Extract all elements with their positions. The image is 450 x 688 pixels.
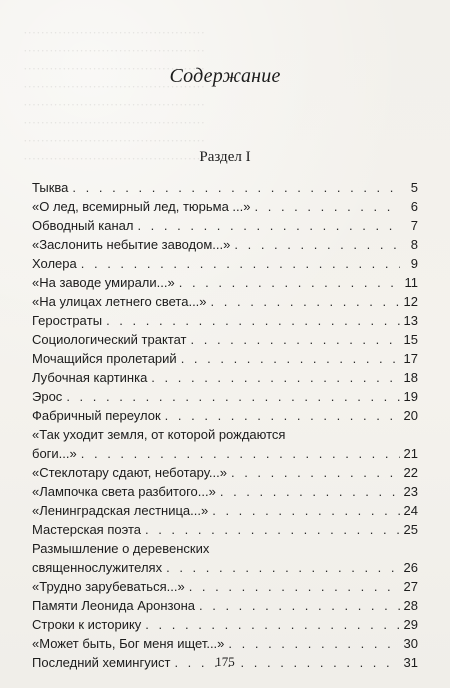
toc-entry — [32, 406, 418, 425]
dot-leader — [166, 558, 399, 577]
toc-entry-page: 17 — [403, 351, 418, 366]
toc-entry — [32, 577, 418, 596]
dot-leader — [151, 368, 399, 387]
toc-entry-title: Холера — [32, 256, 77, 271]
toc-entry — [32, 539, 418, 577]
toc-entry — [32, 292, 418, 311]
toc-entry-page: 9 — [410, 256, 418, 271]
toc-entry — [32, 216, 418, 235]
toc-entry-title: «Лампочка света разбитого...» — [32, 484, 216, 499]
toc-entry — [32, 349, 418, 368]
toc-entry — [32, 311, 418, 330]
dot-leader — [234, 235, 400, 254]
toc-entry — [32, 425, 418, 463]
section-heading: Раздел I — [199, 149, 251, 165]
toc-entry — [32, 330, 418, 349]
toc-entry — [32, 615, 418, 634]
toc-entry-page: 20 — [403, 408, 418, 423]
toc-entry-title: «Заслонить небытие заводом...» — [32, 237, 231, 252]
dot-leader — [189, 577, 400, 596]
toc-entry-page: 5 — [410, 180, 418, 195]
dot-leader — [165, 406, 400, 425]
contents-heading: Содержание — [169, 65, 281, 87]
toc-entry-page: 7 — [410, 218, 418, 233]
toc-entry-title: «На заводе умирали...» — [32, 275, 175, 290]
toc-entry — [32, 387, 418, 406]
dot-leader — [81, 444, 400, 463]
toc-entry — [32, 178, 418, 197]
toc-entry-page: 11 — [404, 275, 418, 290]
toc-entry-page: 6 — [410, 199, 418, 214]
toc-entry-page: 15 — [403, 332, 418, 347]
toc-entry-page: 8 — [410, 237, 418, 252]
toc-entry-title: «Трудно зарубеваться...» — [32, 579, 185, 594]
toc-entry-page: 18 — [403, 370, 418, 385]
dot-leader — [106, 311, 399, 330]
toc-entry — [32, 273, 418, 292]
toc-entry — [32, 596, 418, 615]
toc-entry-title: Строки к историку — [32, 617, 142, 632]
toc-entry-page: 19 — [403, 389, 418, 404]
toc-entry-title-continuation — [32, 444, 418, 463]
dot-leader — [220, 482, 400, 501]
dot-leader — [228, 634, 399, 653]
dot-leader — [181, 349, 400, 368]
toc-entry-title: «Стеклотару сдают, неботару...» — [32, 465, 227, 480]
dot-leader — [81, 254, 400, 273]
dot-leader — [199, 596, 400, 615]
toc-entry — [32, 197, 418, 216]
toc-entry-page: 23 — [403, 484, 418, 499]
toc-entry-page: 12 — [403, 294, 418, 309]
toc-entry-page: 24 — [403, 503, 418, 518]
toc-entry-title: Мочащийся пролетарий — [32, 351, 177, 366]
toc-entry-title: «Так уходит земля, от которой рождаются — [32, 427, 286, 442]
toc-entry-title: Обводный канал — [32, 218, 134, 233]
page-number: 175 — [215, 654, 235, 669]
toc-entry-title: «Может быть, Бог меня ищет...» — [32, 636, 225, 651]
dot-leader — [255, 197, 401, 216]
dot-leader — [212, 501, 399, 520]
toc-entry-title: Мастерская поэта — [32, 522, 141, 537]
dot-leader — [137, 216, 400, 235]
dot-leader — [231, 463, 400, 482]
toc-entry-title: Эрос — [32, 389, 63, 404]
dot-leader — [145, 520, 400, 539]
toc-entry-title: «О лед, всемирный лед, тюрьма ...» — [32, 199, 251, 214]
toc-entry-title: Последний хемингуист — [32, 655, 171, 670]
toc-entry-title: Памяти Леонида Аронзона — [32, 598, 196, 613]
toc-entry — [32, 254, 418, 273]
dot-leader — [191, 330, 400, 349]
toc-entry — [32, 235, 418, 254]
toc-entry-title-line2: боги...» — [32, 446, 77, 461]
toc-entry-page: 28 — [403, 598, 418, 613]
dot-leader — [145, 615, 399, 634]
toc-entry-title-continuation — [32, 558, 418, 577]
dot-leader — [179, 273, 400, 292]
toc-entry — [32, 520, 418, 539]
toc-entry — [32, 368, 418, 387]
toc-entry-page: 27 — [403, 579, 418, 594]
toc-entry-title: Фабричный переулок — [32, 408, 161, 423]
toc-entry-page: 26 — [403, 560, 418, 575]
toc-entry-title: Тыква — [32, 180, 69, 195]
toc-entry-title-line2: священнослужителях — [32, 560, 163, 575]
toc-entry-page: 22 — [403, 465, 418, 480]
toc-entry-page: 25 — [403, 522, 418, 537]
toc-entry-title: Размышление о деревенских — [32, 541, 210, 556]
toc-entry — [32, 501, 418, 520]
toc-entry-page: 13 — [403, 313, 418, 328]
toc-entry-title: Социологический трактат — [32, 332, 187, 347]
toc-entry — [32, 634, 418, 653]
show-through-texture: ·········································· ·········································· ·········································· ·········································· ·········································· ·········································· ·········································· ·········································· — [23, 25, 205, 166]
toc-entry-title: Герострaты — [32, 313, 103, 328]
dot-leader — [66, 387, 399, 406]
table-of-contents — [32, 178, 418, 672]
toc-entry — [32, 482, 418, 501]
toc-entry-title: «Ленинградская лестница...» — [32, 503, 209, 518]
toc-entry-page: 30 — [403, 636, 418, 651]
toc-entry-page: 21 — [403, 446, 418, 461]
dot-leader — [211, 292, 400, 311]
toc-entry-page: 31 — [403, 655, 418, 670]
toc-entry-title: «На улицах летнего света...» — [32, 294, 207, 309]
toc-entry-title: Лубочная картинка — [32, 370, 148, 385]
toc-entry-page: 29 — [403, 617, 418, 632]
toc-entry — [32, 463, 418, 482]
dot-leader — [72, 178, 400, 197]
